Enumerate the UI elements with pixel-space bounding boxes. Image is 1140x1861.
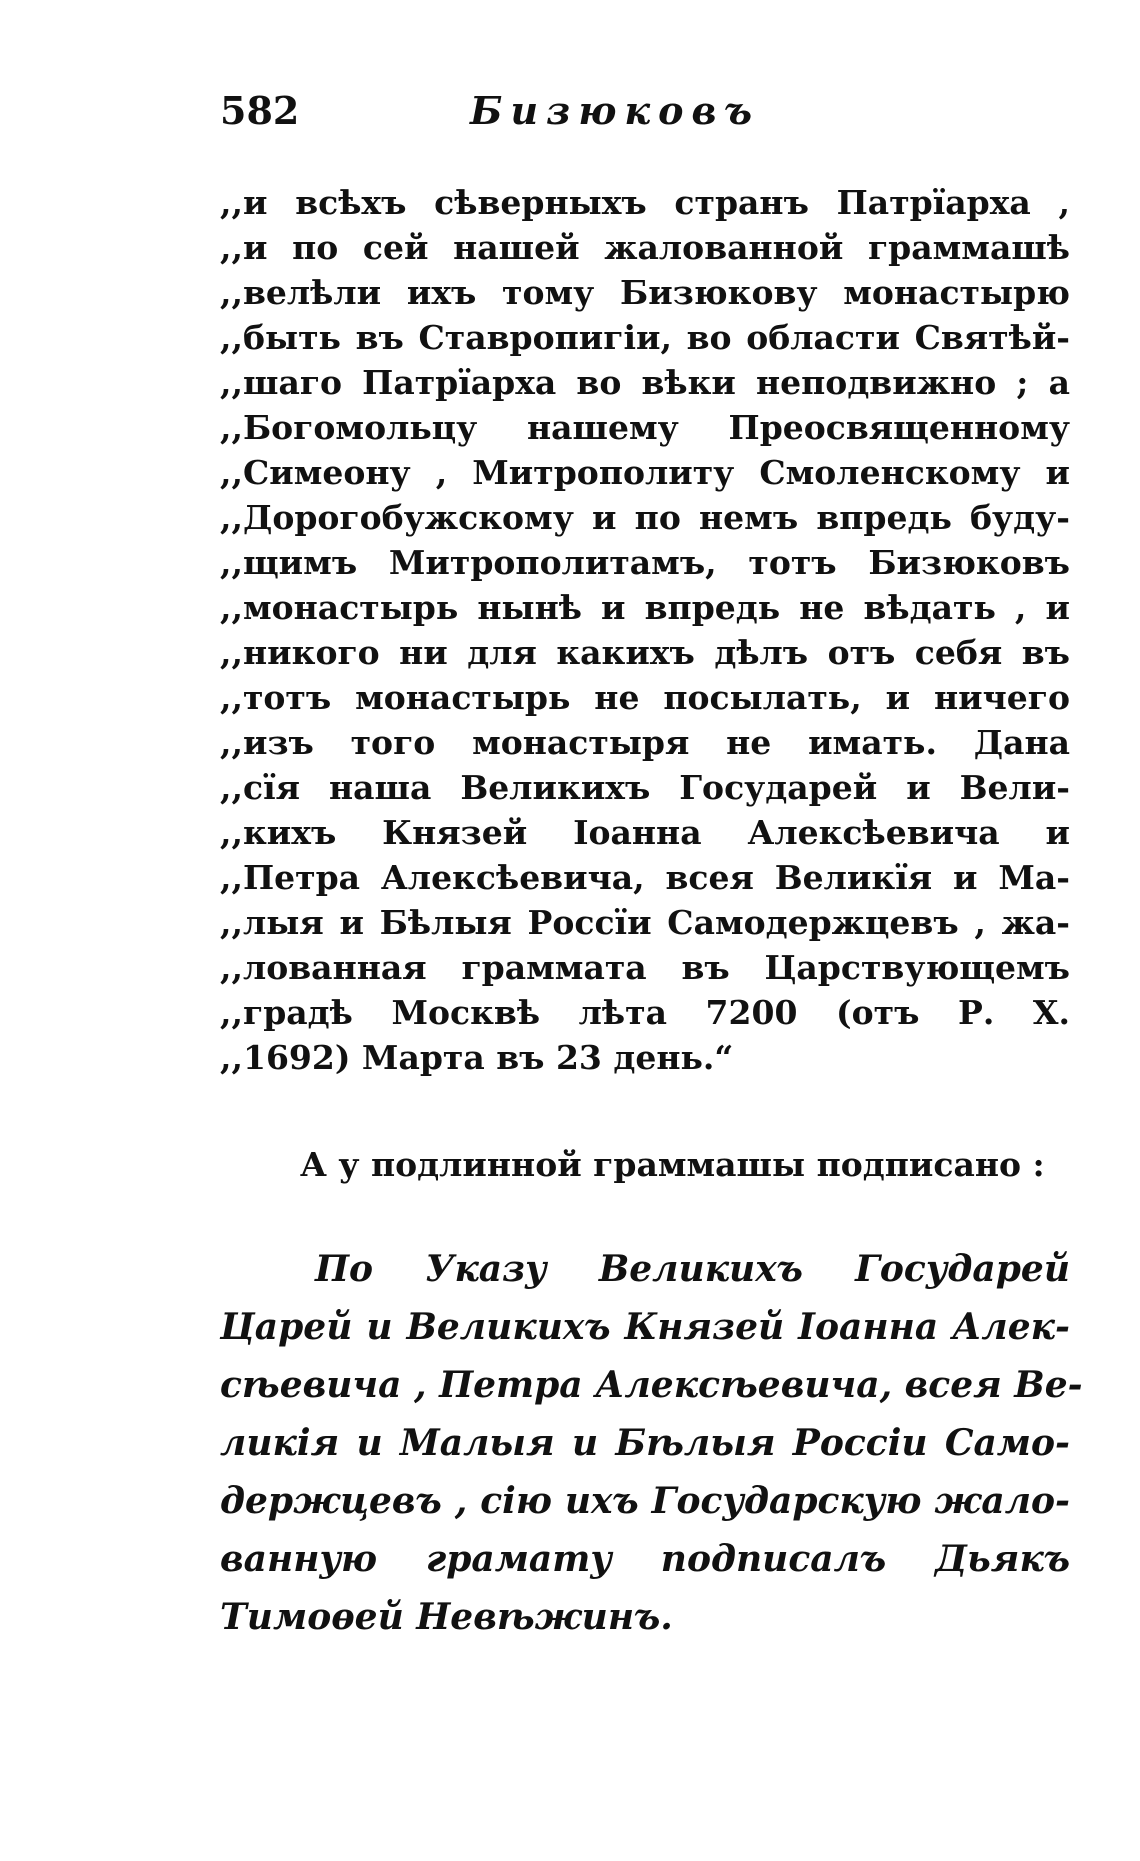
text-line: ,,Богомольцу нашему Преосвященному	[220, 408, 1070, 447]
signature-line: ванную грамату подписалъ Дьякъ	[220, 1538, 1070, 1580]
text-line: ,,Симеону , Митрополиту Смоленскому и	[220, 453, 1070, 492]
text-line: ,,тотъ монастырь не посылать, и ничего	[220, 678, 1070, 717]
text-line: ,,градѣ Москвѣ лѣта 7200 (отъ Р. Х.	[220, 993, 1070, 1032]
text-line: ,,Дорогобужскому и по немъ впредь буду-	[220, 498, 1070, 537]
text-line: ,,лованная граммата въ Царствующемъ	[220, 948, 1070, 987]
text-line: ,,никого ни для какихъ дѣлъ отъ себя въ	[220, 633, 1070, 672]
signed-note: А у подлинной граммашы подписано :	[300, 1145, 1045, 1184]
text-line: ,,шаго Патрїарха во вѣки неподвижно ; а	[220, 363, 1070, 402]
text-line: ,,велѣли ихъ тому Бизюкову монастырю	[220, 273, 1070, 312]
text-line: ,,быть въ Ставропигіи, во области Святѣй-	[220, 318, 1070, 357]
signature-line: ликія и Малыя и Бѣлыя Россіи Само-	[220, 1422, 1070, 1464]
text-line: ,,и всѣхъ сѣверныхъ странъ Патрїарха ,	[220, 183, 1070, 222]
signature-line: Тимоѳей Невѣжинъ.	[220, 1596, 673, 1638]
charter-text	[220, 180, 1070, 1080]
text-line: ,,1692) Марта въ 23 день.“	[220, 1038, 734, 1077]
text-line: ,,изъ того монастыря не имать. Дана	[220, 723, 1070, 762]
text-line: ,,и по сей нашей жалованной граммашѣ	[220, 228, 1070, 267]
signature-block	[220, 1240, 1083, 1646]
signature-line: сѣевича , Петра Алексѣевича, всея Ве-	[220, 1364, 1083, 1406]
signature-line: Царей и Великихъ Князей Іоанна Алек-	[220, 1306, 1070, 1348]
signature-line: держцевъ , сію ихъ Государскую жало-	[220, 1480, 1070, 1522]
signature-line: По Указу Великихъ Государей	[315, 1248, 1070, 1290]
page-number: 582	[220, 88, 300, 133]
text-line: ,,Петра Алексѣевича, всея Великїя и Ма-	[220, 858, 1070, 897]
text-line: ,,кихъ Князей Іоанна Алексѣевича и	[220, 813, 1070, 852]
text-line: ,,лыя и Бѣлыя Россїи Самодержцевъ , жа-	[220, 903, 1070, 942]
text-line: ,,монастырь нынѣ и впредь не вѣдать , и	[220, 588, 1070, 627]
text-line: ,,щимъ Митрополитамъ, тотъ Бизюковъ	[220, 543, 1070, 582]
running-head: Бизюковъ	[470, 88, 761, 133]
page-header	[220, 88, 1070, 148]
text-line: ,,сїя наша Великихъ Государей и Вели-	[220, 768, 1070, 807]
